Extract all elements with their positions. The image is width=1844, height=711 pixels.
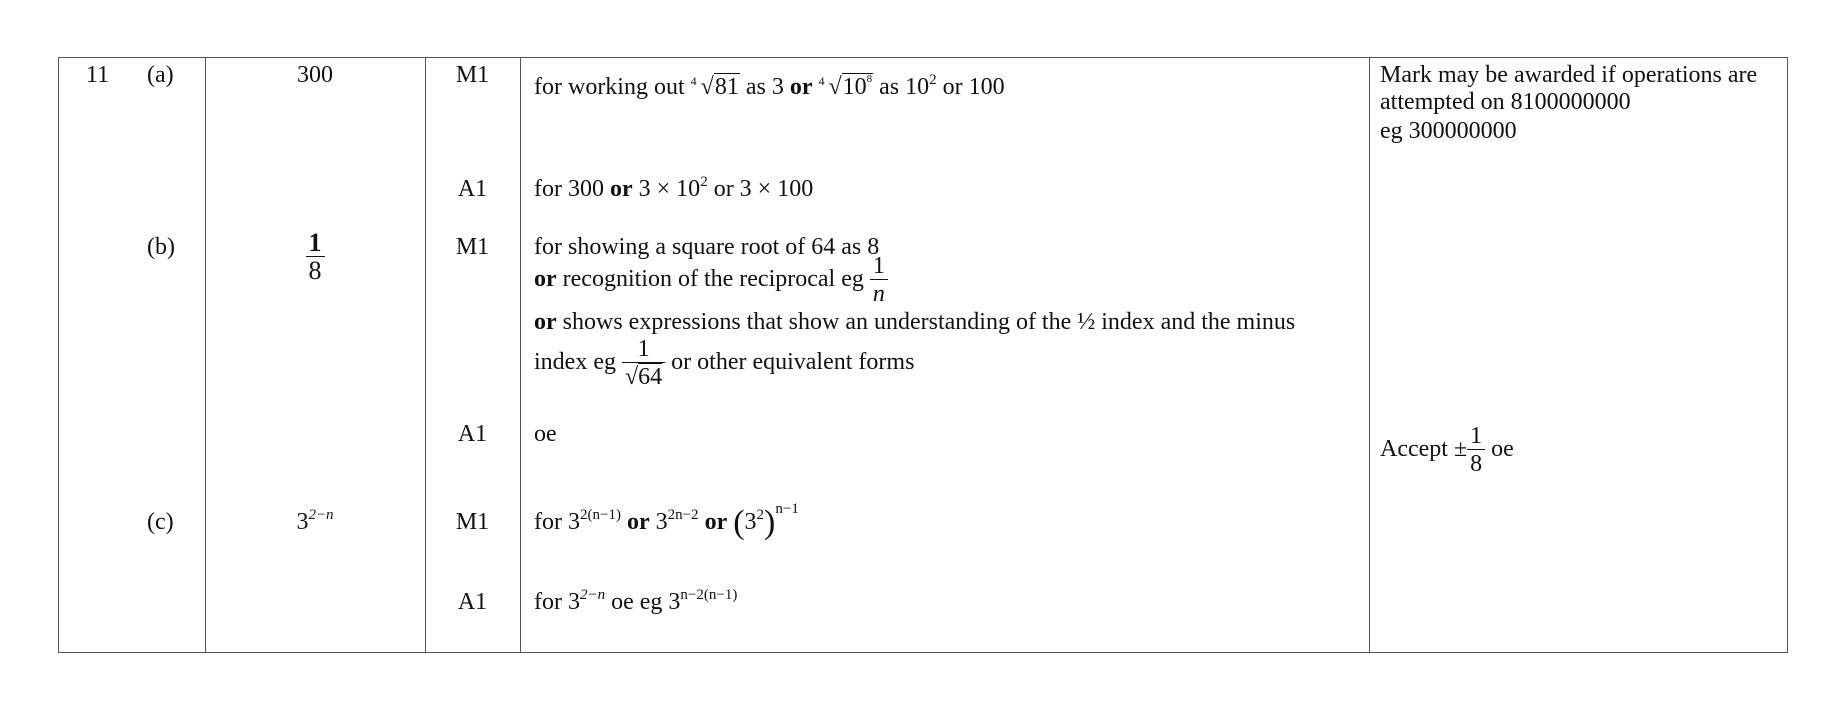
mark-c-a1: A1 [457, 589, 488, 615]
answer-a: 300 [297, 62, 333, 88]
column-divider [425, 58, 426, 652]
guidance-a-m1: for working out 4 √81 as 3 or 4 $√10^8$ as $10^2$ or 100 [534, 73, 1005, 106]
guidance-b-m1-line2: or recognition of the reciprocal eg $\frac{1}{n}$ [534, 253, 888, 308]
mark-c-m1: M1 [455, 509, 490, 535]
mark-a-m1: M1 [455, 62, 490, 88]
fourth-root-10-8: 4 $√10^8$ [818, 73, 873, 100]
column-divider [205, 58, 206, 652]
fourth-root-81: 4 √81 [690, 74, 739, 100]
mark-scheme-table [58, 57, 1788, 653]
part-label-a: (a) [147, 62, 174, 88]
column-divider [1369, 58, 1370, 652]
part-label-b: (b) [147, 234, 175, 260]
mark-a-a1: A1 [457, 176, 488, 202]
guidance-b-a1: oe [534, 421, 557, 447]
guidance-a-a1: for 300 or $3 \times 10^2$ or 3 × 100 [534, 174, 814, 202]
answer-b: $\frac{1}{8}$ [205, 230, 425, 285]
question-number: 11 [86, 62, 110, 88]
guidance-b-m1-line3: or shows expressions that show an understanding of the ½ index and the minus [534, 309, 1296, 335]
guidance-b-m1-line1: for showing a square root of 64 as 8 [534, 234, 880, 260]
guidance-c-a1: for $3^{2-n}$ oe eg $3^{n-2(n-1)}$ [534, 587, 738, 615]
column-divider [520, 58, 521, 652]
note-a-line3: eg 300000000 [1380, 118, 1517, 144]
mark-b-m1: M1 [455, 234, 490, 260]
part-label-c: (c) [147, 509, 174, 535]
mark-b-a1: A1 [457, 421, 488, 447]
guidance-b-m1-line4: index eg $\frac{1}{√64}$ or other equivalent forms [534, 336, 915, 390]
note-b: Accept ± $\frac{1}{8}$ oe [1380, 423, 1514, 477]
guidance-c-m1: for $3^{2(n-1)}$ or $3^{2n-2}$ or $(3^2)^{n-1}$ [534, 501, 799, 541]
note-a-line2: attempted on 8100000000 [1380, 89, 1631, 115]
note-a-line1: Mark may be awarded if operations are [1380, 62, 1758, 88]
answer-c: $3^{2-n}$ [296, 507, 334, 535]
